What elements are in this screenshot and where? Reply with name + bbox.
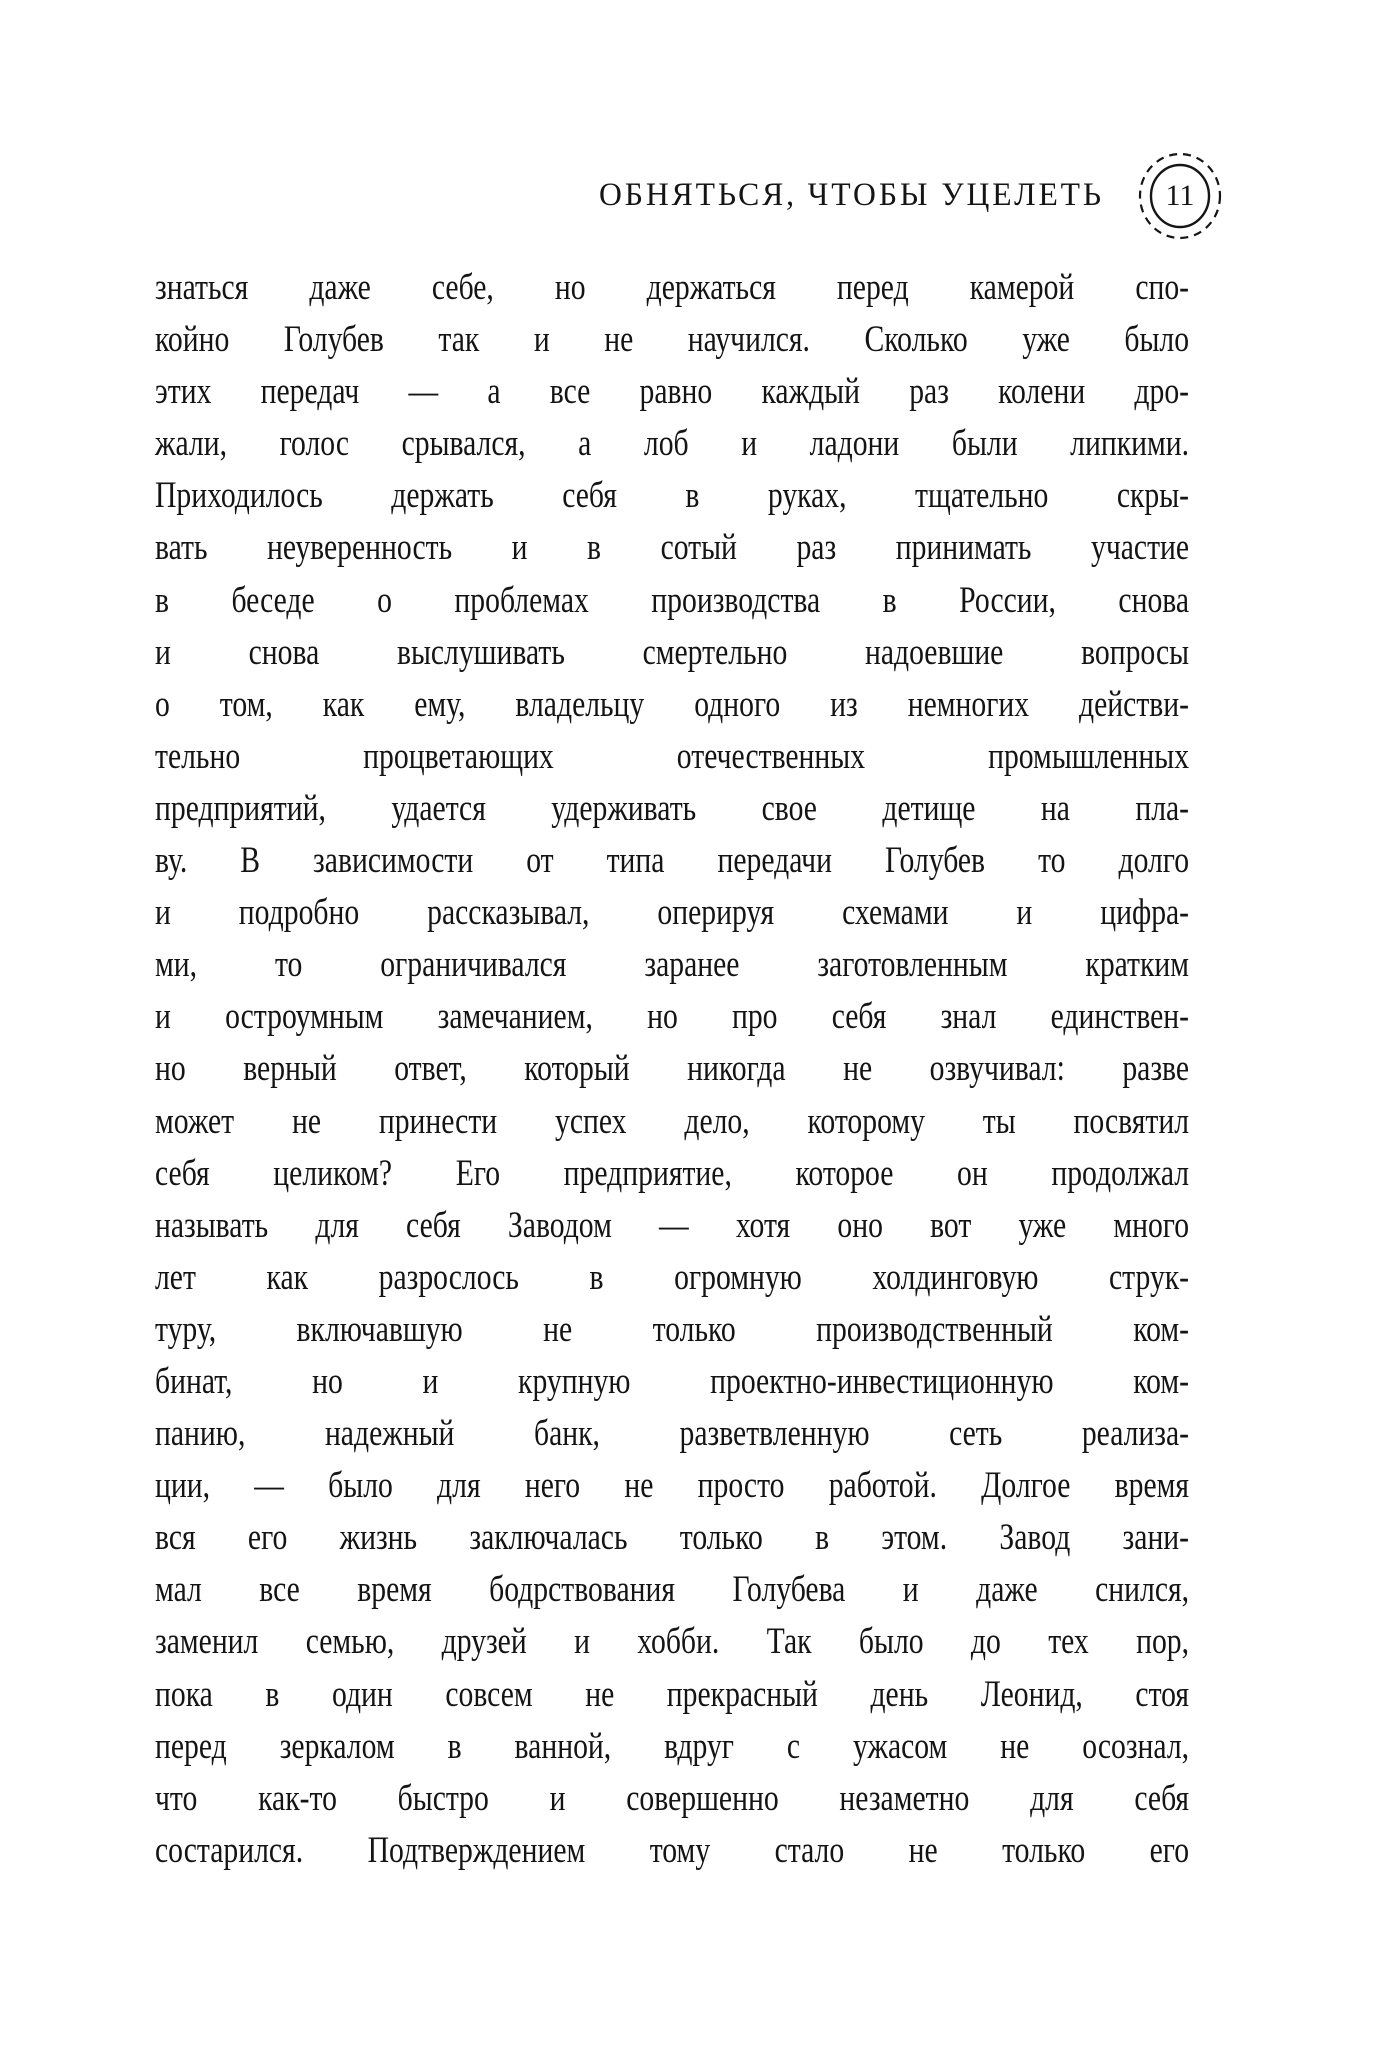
text-line: знаться даже себе, но держаться перед камерой спо-	[155, 267, 1190, 308]
text-line: жали, голос срывался, а лоб и ладони были липкими.	[155, 423, 1190, 465]
text-line: этих передач — а все равно каждый раз колени дро-	[155, 371, 1190, 413]
text-line: пока в один совсем не прекрасный день Леонид, стоя	[155, 1673, 1190, 1715]
text-line: и остроумным замечанием, но про себя знал единствен-	[155, 996, 1190, 1038]
text-line: тельно процветающих отечественных промышленных	[155, 735, 1190, 777]
text-line: и снова выслушивать смертельно надоевшие вопросы	[155, 631, 1190, 673]
text-line: перед зеркалом в ванной, вдруг с ужасом не осознал,	[155, 1725, 1190, 1767]
text-line: может не принести успех дело, которому ты посвятил	[155, 1100, 1190, 1142]
text-line: лет как разрослось в огромную холдинговую струк-	[155, 1256, 1190, 1298]
text-line: что как-то быстро и совершенно незаметно для себя	[155, 1777, 1190, 1819]
running-title: ОБНЯТЬСЯ, ЧТОБЫ УЦЕЛЕТЬ	[599, 176, 1104, 213]
text-line: называть для себя Заводом — хотя оно вот уже много	[155, 1204, 1190, 1246]
text-line: предприятий, удается удерживать свое детище на пла-	[155, 787, 1190, 829]
text-line: мал все время бодрствования Голубева и даже снился,	[155, 1569, 1190, 1611]
text-line: ву. В зависимости от типа передачи Голубев то долго	[155, 840, 1190, 882]
text-line: себя целиком? Его предприятие, которое он продолжал	[155, 1152, 1190, 1194]
text-line: и подробно рассказывал, оперируя схемами и цифра-	[155, 892, 1190, 934]
text-line: о том, как ему, владельцу одного из немногих действи-	[155, 683, 1190, 725]
text-line: панию, надежный банк, разветвленную сеть реализа-	[155, 1413, 1190, 1455]
page-number-badge	[1136, 152, 1224, 240]
text-line: ми, то ограничивался заранее заготовленным кратким	[155, 944, 1190, 986]
text-line: вать неуверенность и в сотый раз принимать участие	[155, 527, 1190, 569]
text-line: заменил семью, друзей и хобби. Так было до тех пор,	[155, 1621, 1190, 1663]
text-line: ции, — было для него не просто работой. Долгое время	[155, 1465, 1190, 1507]
body-text	[155, 262, 1189, 1877]
text-line: состарился. Подтверждением тому стало не только его	[155, 1829, 1190, 1871]
text-line: Приходилось держать себя в руках, тщательно скры-	[155, 475, 1190, 517]
text-line: койно Голубев так и не научился. Сколько уже было	[155, 319, 1190, 361]
page-number: 11	[1165, 179, 1195, 212]
text-line: но верный ответ, который никогда не озвучивал: разве	[155, 1048, 1190, 1090]
text-line: в беседе о проблемах производства в России, снова	[155, 579, 1190, 621]
text-line: туру, включавшую не только производственный ком-	[155, 1308, 1190, 1350]
running-head	[578, 163, 1104, 227]
text-line: вся его жизнь заключалась только в этом. Завод зани-	[155, 1517, 1190, 1559]
text-line: бинат, но и крупную проектно-инвестиционную ком-	[155, 1360, 1190, 1402]
